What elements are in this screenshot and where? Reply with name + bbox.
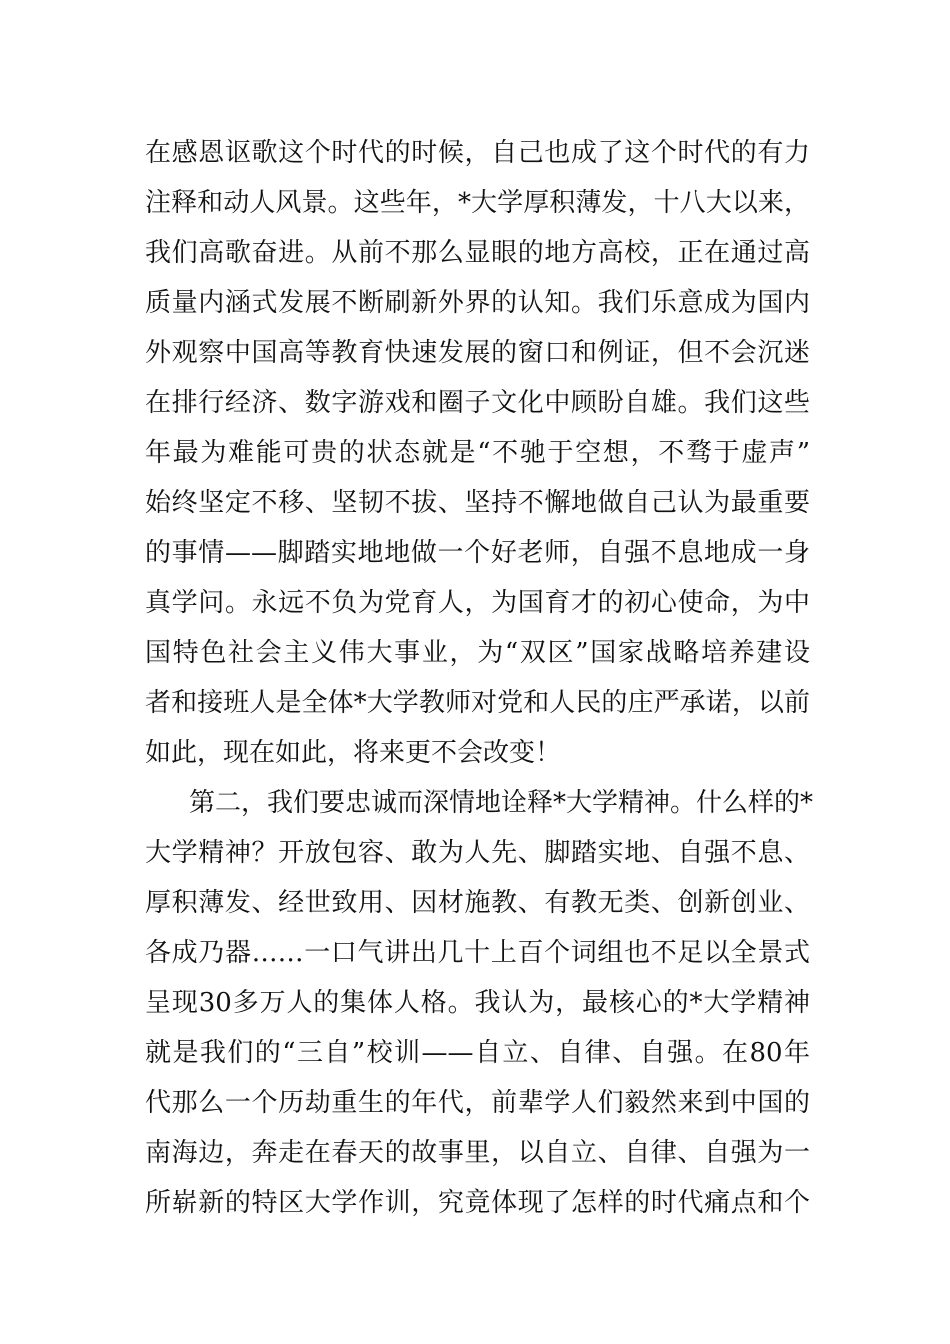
text-line: 所崭新的特区大学作训，究竟体现了怎样的时代痛点和个 <box>145 1188 810 1218</box>
text-line: 大学精神？开放包容、敢为人先、脚踏实地、自强不息、 <box>145 838 810 868</box>
text-line: 就是我们的“三自”校训——自立、自律、自强。在80年 <box>145 1038 810 1068</box>
text-line: 在排行经济、数字游戏和圈子文化中顾盼自雄。我们这些 <box>145 388 810 418</box>
text-line: 的事情——脚踏实地地做一个好老师，自强不息地成一身 <box>145 538 810 568</box>
text-line: 者和接班人是全体*大学教师对党和人民的庄严承诺，以前 <box>145 688 810 718</box>
text-line: 质量内涵式发展不断刷新外界的认知。我们乐意成为国内 <box>145 288 810 318</box>
text-line: 在感恩讴歌这个时代的时候，自己也成了这个时代的有力 <box>145 138 810 168</box>
text-line: 真学问。永远不负为党育人，为国育才的初心使命，为中 <box>145 588 810 618</box>
text-line: 始终坚定不移、坚韧不拔、坚持不懈地做自己认为最重要 <box>145 488 810 518</box>
text-line: 各成乃器……一口气讲出几十上百个词组也不足以全景式 <box>145 938 810 968</box>
text-line: 国特色社会主义伟大事业，为“双区”国家战略培养建设 <box>145 638 810 668</box>
text-line: 代那么一个历劫重生的年代，前辈学人们毅然来到中国的 <box>145 1088 810 1118</box>
text-line: 外观察中国高等教育快速发展的窗口和例证，但不会沉迷 <box>145 338 810 368</box>
text-line: 注释和动人风景。这些年，*大学厚积薄发，十八大以来， <box>145 188 810 218</box>
text-line-paragraph-end: 如此，现在如此，将来更不会改变！ <box>145 738 562 768</box>
text-line-paragraph-start: 第二，我们要忠诚而深情地诠释*大学精神。什么样的* <box>189 788 814 818</box>
text-line: 厚积薄发、经世致用、因材施教、有教无类、创新创业、 <box>145 888 810 918</box>
text-line: 南海边，奔走在春天的故事里，以自立、自律、自强为一 <box>145 1138 810 1168</box>
text-line: 呈现30多万人的集体人格。我认为，最核心的*大学精神 <box>145 988 810 1018</box>
text-line: 我们高歌奋进。从前不那么显眼的地方高校，正在通过高 <box>145 238 810 268</box>
text-line: 年最为难能可贵的状态就是“不驰于空想，不骛于虚声” <box>145 438 810 468</box>
